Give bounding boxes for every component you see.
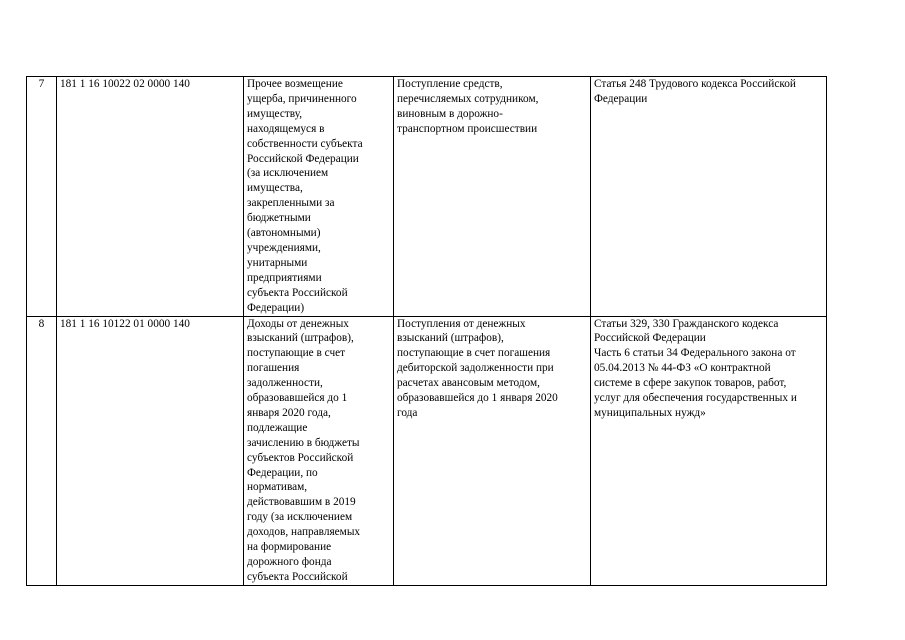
- legal-basis: Статья 248 Трудового кодекса Российской Федерации: [594, 78, 796, 105]
- table-row: [27, 77, 827, 317]
- row-number: 8: [38, 317, 45, 330]
- row-number-cell: [27, 77, 57, 317]
- revenue-codes-table: [26, 76, 827, 586]
- basis-cell: [591, 316, 827, 585]
- basis-cell: [591, 77, 827, 317]
- revenue-description: Поступления от денежных взысканий (штрафов), поступающие в счет погашения дебиторской задолженности при расчетах авансовым методом, образовавшейся до 1 января 2020 года: [397, 317, 558, 419]
- table-row: [27, 316, 827, 585]
- description-cell: [394, 77, 591, 317]
- revenue-name: Доходы от денежных взысканий (штрафов), поступающие в счет погашения задолженности, образовавшейся до 1 января 2020 года, подлежащие зачислению в бюджеты субъектов Российской Федерации, по нормативам, действовавшим в 2019 году (за исключением доходов, направляемых на формирование дорожного фонда субъекта Российской: [247, 317, 361, 583]
- name-cell: [244, 77, 394, 317]
- budget-classification-code: 181 1 16 10022 02 0000 140: [60, 78, 190, 90]
- budget-classification-code: 181 1 16 10122 01 0000 140: [60, 317, 190, 330]
- legal-basis: Статьи 329, 330 Гражданского кодекса Российской Федерации Часть 6 статьи 34 Федерального закона от 05.04.2013 № 44-ФЗ «О контрактной системе в сфере закупок товаров, работ, услуг для обеспечения государственных и муниципальных нужд»: [594, 317, 797, 419]
- revenue-name: Прочее возмещение ущерба, причиненного имуществу, находящемуся в собственности субъекта Российской Федерации (за исключением имущества, закрепленными за бюджетными (автономными) учреждениями, унитарными предприятиями субъекта Российской Федерации): [247, 78, 363, 314]
- revenue-description: Поступление средств, перечисляемых сотрудником, виновным в дорожно- транспортном происшествии: [397, 78, 539, 135]
- row-number-cell: [27, 316, 57, 585]
- name-cell: [244, 316, 394, 585]
- code-cell: [57, 316, 244, 585]
- row-number: 7: [38, 78, 45, 90]
- code-cell: [57, 77, 244, 317]
- description-cell: [394, 316, 591, 585]
